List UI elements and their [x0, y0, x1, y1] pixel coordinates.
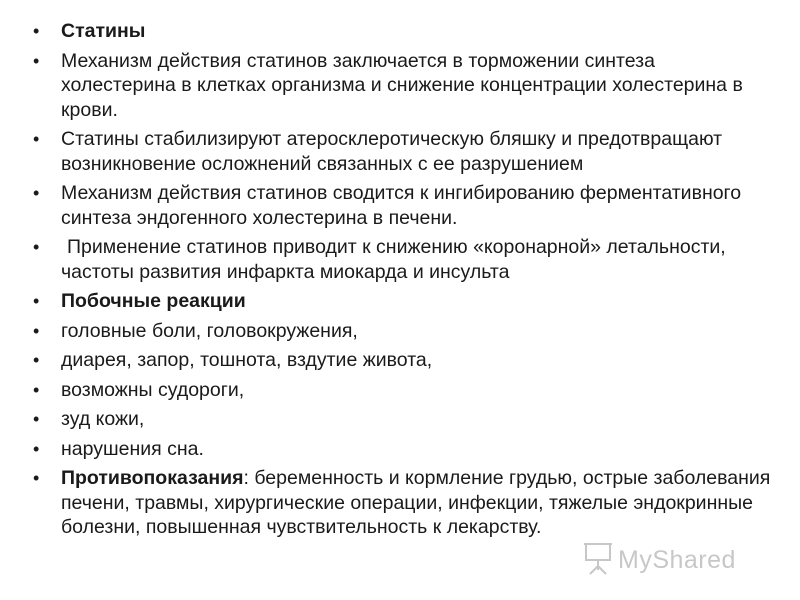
bullet-text: нарушения сна.: [61, 437, 204, 460]
bullet-item-digestive: [33, 348, 773, 373]
bullet-dot: •: [33, 350, 40, 370]
bullet-item-seizures: [33, 378, 773, 403]
bullet-dot: •: [33, 438, 40, 459]
watermark-text: MyShared: [618, 546, 736, 574]
bullet-item-statins-heading: [33, 19, 773, 44]
bullet-text: зуд кожи,: [61, 408, 145, 430]
bullet-item-plaque: [33, 127, 773, 176]
presentation-icon: [582, 540, 614, 576]
contraindications-label: Противопоказания: [61, 467, 244, 489]
bullet-dot: •: [33, 21, 40, 41]
bullet-text: головные боли, головокружения,: [61, 319, 358, 342]
bullet-text: Статины стабилизируют атеросклеротическую бляшку и предотвращают возникновение осложнений связанных с ее разрушением: [61, 128, 723, 175]
bullet-dot: •: [33, 237, 40, 257]
bullet-item-headache: [33, 319, 773, 344]
bullet-item-sleep: [33, 437, 773, 462]
bullet-item-mortality: [33, 235, 773, 284]
watermark: [582, 540, 772, 580]
bullet-dot: •: [33, 50, 40, 71]
bullet-list: [33, 19, 773, 545]
bullet-text: возможны судороги,: [61, 378, 245, 401]
bullet-item-inhibition: [33, 181, 773, 230]
bullet-dot: •: [33, 409, 40, 429]
bullet-item-contraindications: [33, 466, 773, 540]
bullet-dot: •: [33, 379, 40, 400]
bullet-text: Механизм действия статинов сводится к ингибированию ферментативного синтеза эндогенного холестерина в печени.: [61, 182, 742, 229]
bullet-item-mechanism: [33, 49, 773, 123]
bullet-dot: •: [33, 320, 40, 341]
bullet-text: Побочные реакции: [61, 290, 246, 312]
bullet-text: Механизм действия статинов заключается в торможении синтеза холестерина в клетках организма и снижение концентрации холестерина в крови.: [61, 49, 743, 121]
bullet-dot: •: [33, 468, 40, 488]
bullet-dot: •: [33, 291, 40, 311]
bullet-item-itch: [33, 407, 773, 432]
bullet-text: : беременность и кормление грудью, острые заболевания печени, травмы, хирургические операции, инфекции, тяжелые эндокринные болезни, повышенная чувствительность к лекарству.: [61, 467, 771, 538]
bullet-dot: •: [33, 183, 40, 203]
bullet-text: диарея, запор, тошнота, вздутие живота,: [61, 349, 433, 371]
bullet-text: Применение статинов приводит к снижению «коронарной» летальности, частоты развития инфаркта миокарда и инсульта: [61, 236, 726, 283]
bullet-dot: •: [33, 129, 40, 149]
bullet-item-side-effects-heading: [33, 289, 773, 314]
bullet-text: Статины: [61, 20, 146, 42]
